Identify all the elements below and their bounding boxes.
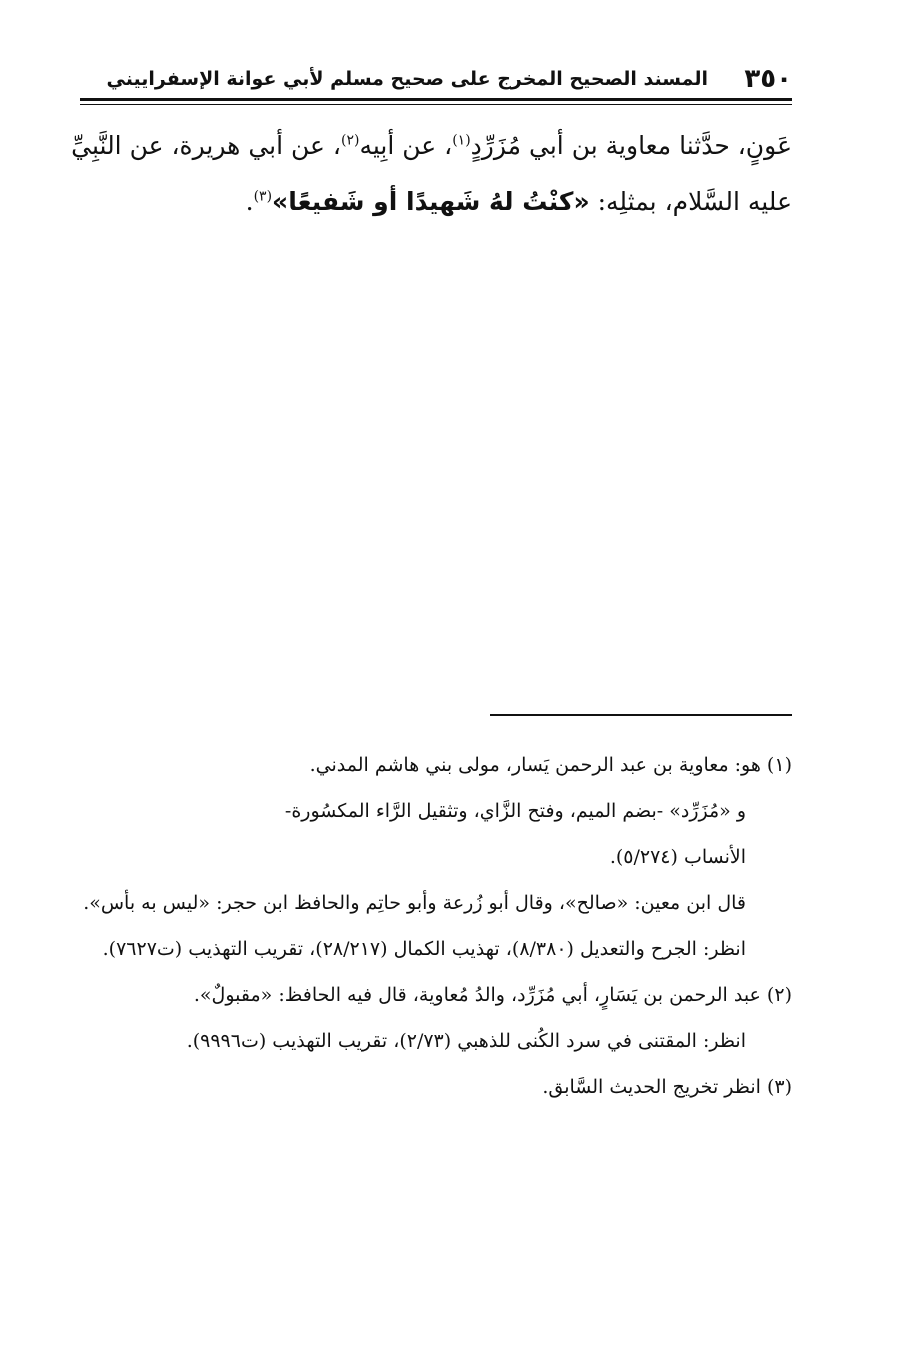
footnote-ref-1[interactable]: (١) [452,132,471,149]
header-rule-thin [80,104,792,105]
hadith-quote: «كنْتُ لهُ شَهيدًا أو شَفيعًا» [272,187,590,216]
main-line-1: عَونٍ، حدَّثنا معاوية بن أبي مُزَرِّدٍ$^{(١)}$، عن أبِيه$^{(٢)}$، عن أبي هريرة، عن النَّبِيِّ [71,131,792,160]
footnote-1-line-2: و «مُزَرِّد» -بضم الميم، وفتح الزَّاي، وتثقيل الرَّاء المكسُورة- [284,800,746,822]
footnotes [80,742,792,1110]
footnote-3-line-1: (٣) انظر تخريج الحديث السَّابق. [542,1076,792,1098]
footnote-2-line-1: (٢) عبد الرحمن بن يَسَارٍ، أبي مُزَرِّد، والدُ مُعاوية، قال فيه الحافظ: «مقبولٌ». [193,984,792,1006]
page-number: ٣٥٠ [744,64,792,94]
footnote-1-line-1: (١) هو: معاوية بن عبد الرحمن يَسار، مولى بني هاشم المدني. [309,754,792,776]
footnote-1-para-2: قال ابن معين: «صالح»، وقال أبو زُرعة وأبو حاتِم والحافظ ابن حجر: «ليس به بأس». [83,892,746,914]
main-text [71,118,792,230]
footnote-separator [490,714,792,716]
footnote-1-line-3: الأنساب (٥/٢٧٤). [609,846,746,868]
footnote-2-line-2: انظر: المقتنى في سرد الكُنى للذهبي (٢/٧٣)، تقريب التهذيب (ت٩٩٩٦). [186,1030,746,1052]
page-header [80,62,792,98]
footnote-ref-3[interactable]: (٣) [253,188,273,205]
footnote-1-para-3: انظر: الجرح والتعديل (٨/٣٨٠)، تهذيب الكمال (٢٨/٢١٧)، تقريب التهذيب (ت٧٦٢٧). [102,938,746,960]
footnote-ref-2[interactable]: (٢) [340,132,360,149]
header-rule-thick [80,98,792,101]
main-line-2: عليه السَّلام، بمثلِه: «كنْتُ لهُ شَهيدًا أو شَفيعًا»$^{(٣)}$. [245,187,792,216]
book-title: المسند الصحيح المخرج على صحيح مسلم لأبي عوانة الإسفراييني [106,68,708,90]
